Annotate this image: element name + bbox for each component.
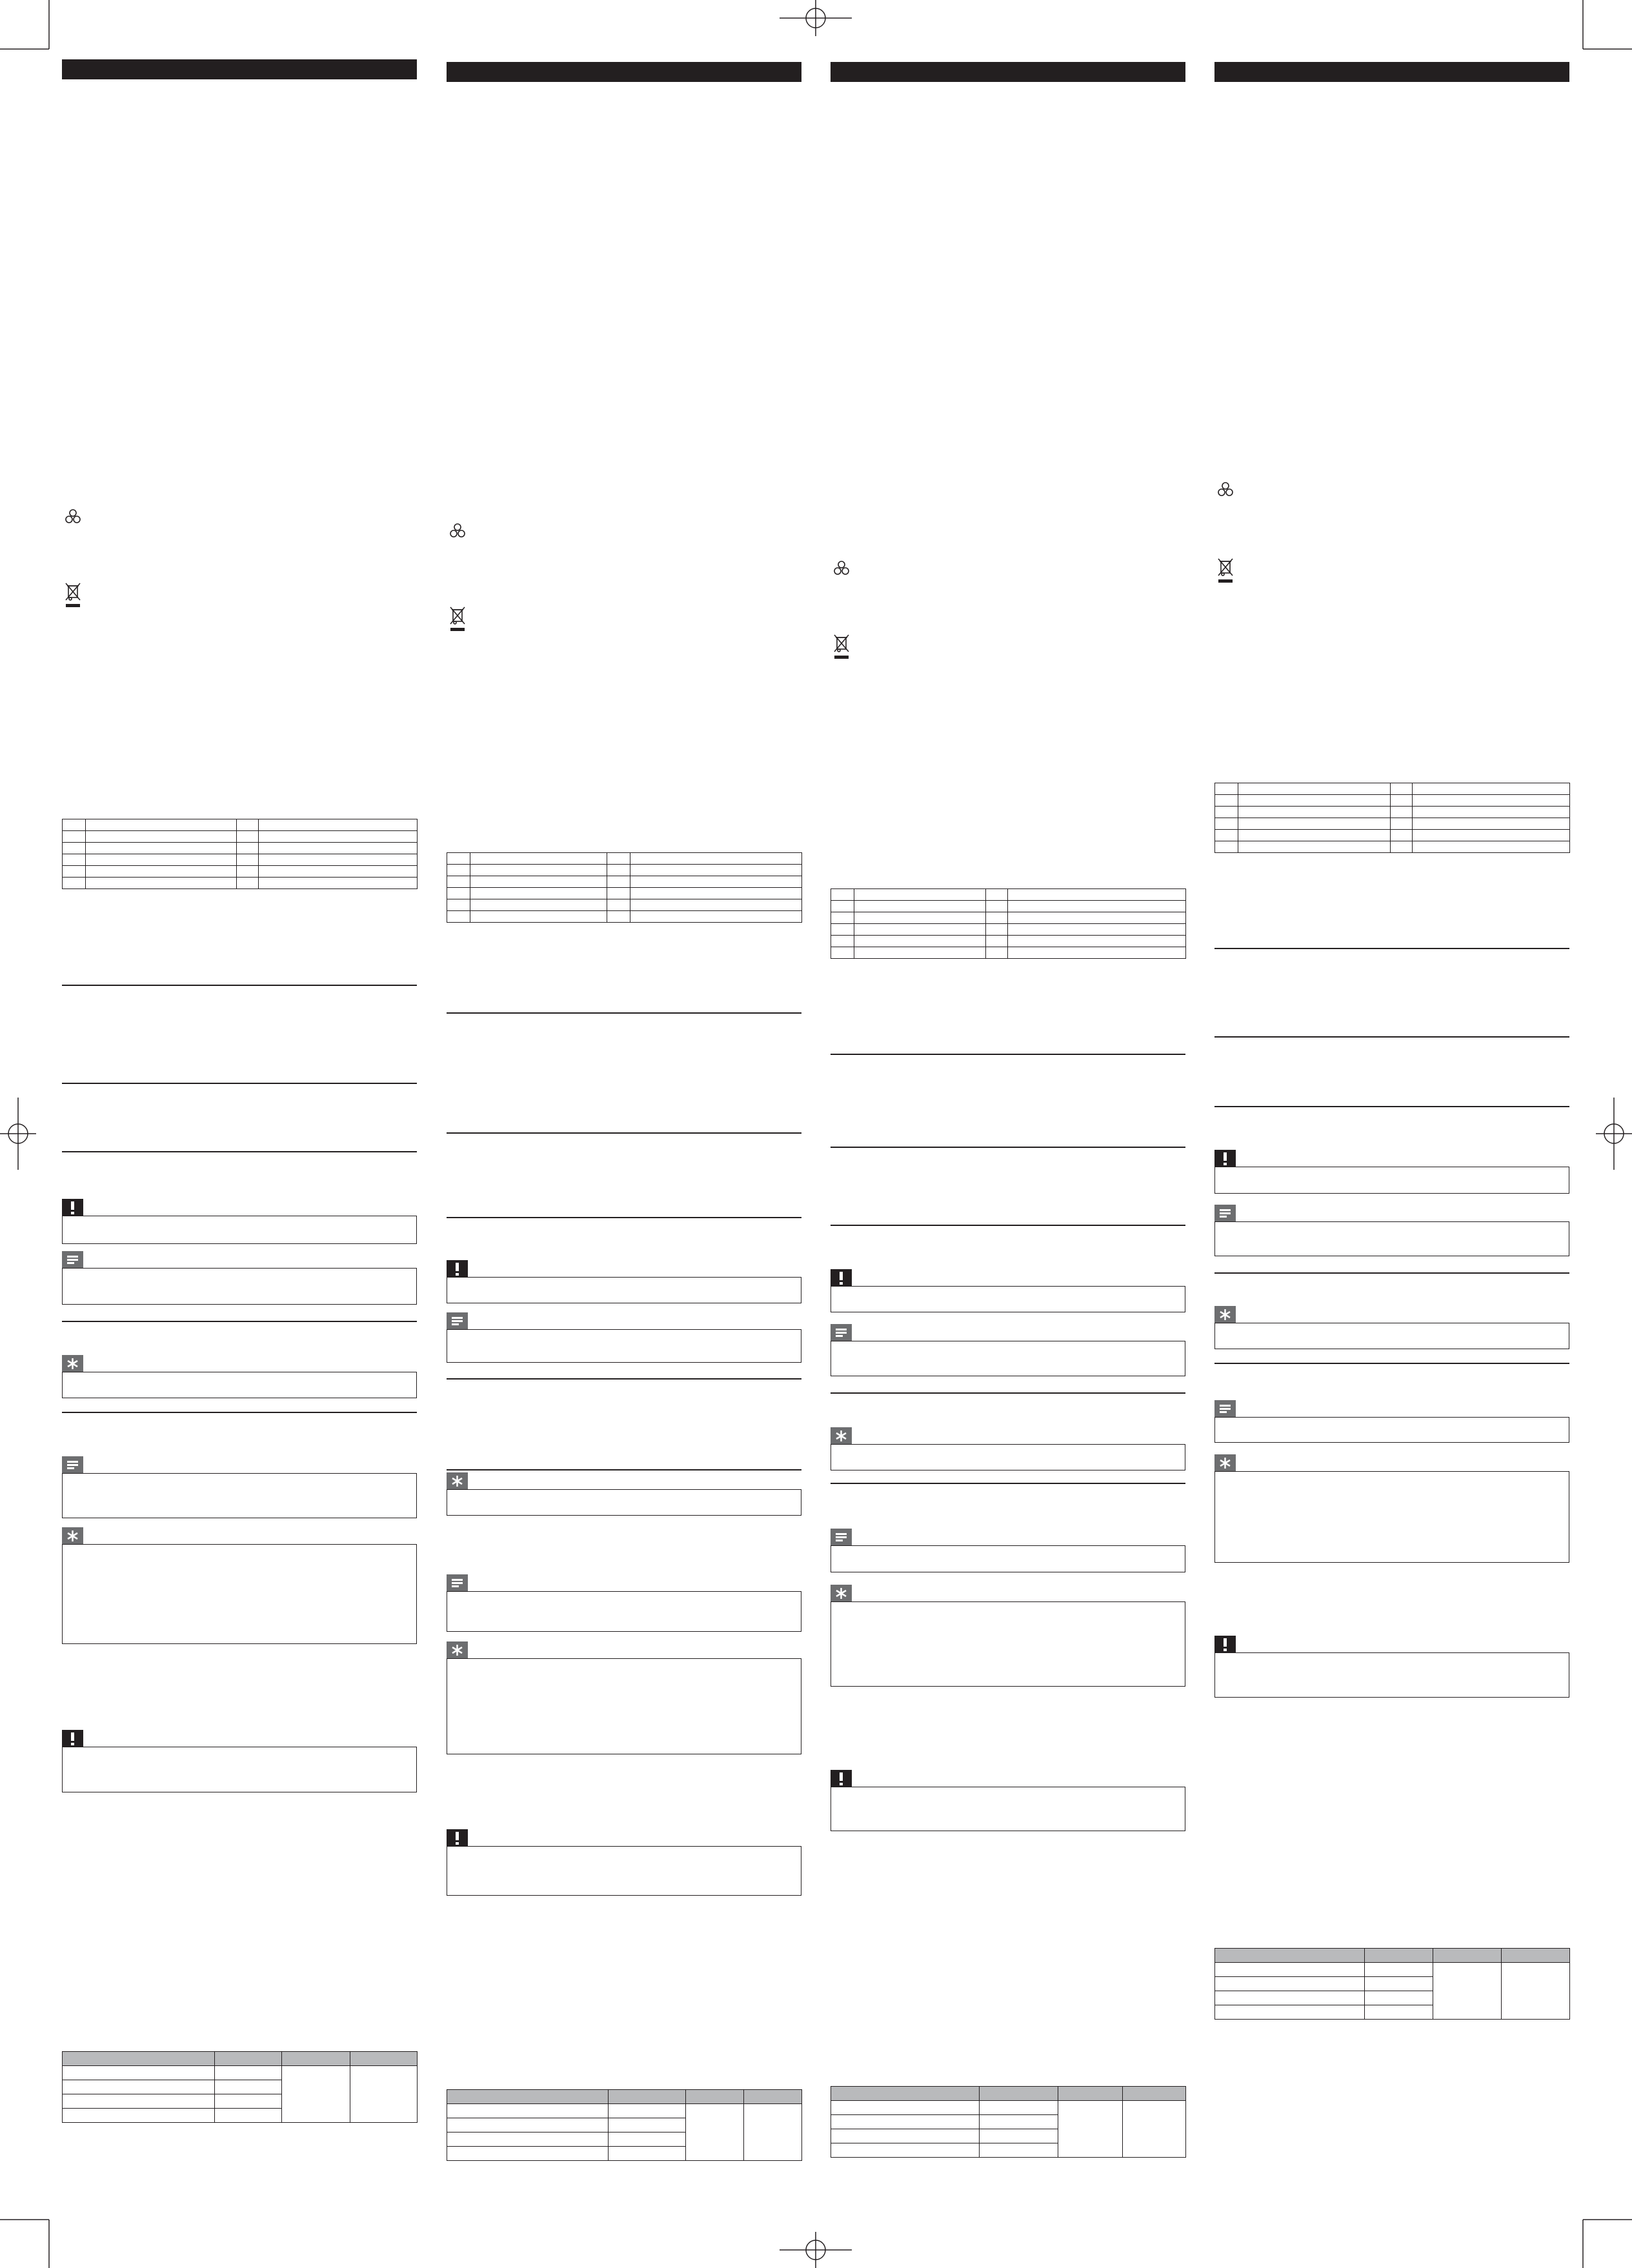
specifications-table: [62, 2051, 418, 2123]
asterisk-icon: [62, 1527, 83, 1545]
asterisk-icon: [831, 1427, 852, 1445]
section-divider: [831, 1054, 1185, 1055]
section-divider: [62, 985, 417, 986]
asterisk-icon: [1214, 1306, 1236, 1323]
registration-mark-bottom: [780, 2232, 852, 2268]
note-lines-icon: [447, 1312, 468, 1330]
asterisk-icon: [447, 1472, 468, 1490]
column-3: [831, 59, 1185, 2189]
tip-badge: [1214, 1454, 1236, 1472]
asterisk-icon: [447, 1641, 468, 1659]
tip-badge: [447, 1641, 468, 1659]
tip-badge: [62, 1355, 83, 1372]
note-badge: [447, 1574, 468, 1592]
recycling-icon: [448, 521, 467, 541]
section-header-bar: [447, 62, 801, 82]
caution-box: [1214, 1167, 1569, 1194]
parts-table: [1214, 783, 1570, 853]
specifications-table: [1214, 1948, 1570, 2020]
tip-box: [62, 1372, 417, 1398]
tip-box: [447, 1489, 801, 1516]
recycling-icon: [63, 507, 83, 527]
caution-box: [447, 1846, 801, 1896]
section-divider: [831, 1392, 1185, 1394]
note-lines-icon: [831, 1324, 852, 1341]
crossed-out-wheelie-bin-icon: [63, 581, 83, 609]
caution-badge: [831, 1770, 852, 1787]
tip-badge: [1214, 1306, 1236, 1323]
tip-box: [1214, 1471, 1569, 1563]
note-box: [831, 1341, 1185, 1376]
section-header-bar: [831, 62, 1185, 82]
note-badge: [1214, 1400, 1236, 1418]
section-divider: [1214, 1106, 1569, 1107]
section-divider: [62, 1321, 417, 1322]
note-badge: [831, 1324, 852, 1341]
crossed-out-wheelie-bin-icon: [832, 632, 851, 661]
section-divider: [62, 1412, 417, 1413]
tip-box: [447, 1658, 801, 1754]
caution-badge: [831, 1269, 852, 1287]
caution-badge: [1214, 1636, 1236, 1653]
note-badge: [831, 1529, 852, 1546]
note-badge: [447, 1312, 468, 1330]
specifications-table: [831, 2086, 1186, 2158]
asterisk-icon: [1214, 1454, 1236, 1472]
parts-table: [831, 888, 1186, 959]
section-divider: [831, 1147, 1185, 1148]
parts-table: [447, 852, 802, 923]
caution-box: [1214, 1652, 1569, 1698]
caution-box: [62, 1747, 417, 1792]
column-4: [1214, 59, 1569, 2189]
note-box: [1214, 1417, 1569, 1443]
caution-badge: [447, 1829, 468, 1847]
tip-badge: [447, 1472, 468, 1490]
caution-badge: [62, 1199, 83, 1216]
section-divider: [831, 1225, 1185, 1226]
note-lines-icon: [447, 1574, 468, 1592]
crossed-out-wheelie-bin-icon: [1216, 556, 1235, 585]
caution-badge: [1214, 1150, 1236, 1167]
caution-badge: [62, 1730, 83, 1747]
note-lines-icon: [831, 1529, 852, 1546]
column-2: [447, 59, 801, 2189]
caution-badge: [447, 1260, 468, 1278]
section-divider: [831, 1483, 1185, 1484]
note-box: [62, 1268, 417, 1305]
recycling-icon: [1216, 480, 1235, 499]
parts-table: [62, 819, 418, 889]
registration-mark-right: [1596, 1098, 1632, 1170]
section-header-bar: [1214, 62, 1569, 82]
section-divider: [447, 1012, 801, 1014]
tip-box: [62, 1544, 417, 1644]
recycling-icon: [832, 559, 851, 578]
note-box: [447, 1591, 801, 1632]
note-box: [447, 1329, 801, 1363]
exclamation-icon: [62, 1199, 83, 1216]
tip-box: [1214, 1323, 1569, 1349]
specifications-table: [447, 2089, 802, 2161]
tip-box: [831, 1444, 1185, 1470]
note-badge: [1214, 1205, 1236, 1222]
tip-badge: [62, 1527, 83, 1545]
caution-box: [447, 1277, 801, 1303]
section-divider: [62, 1083, 417, 1084]
note-lines-icon: [62, 1456, 83, 1474]
note-badge: [62, 1251, 83, 1269]
registration-mark-top: [780, 0, 852, 36]
exclamation-icon: [1214, 1150, 1236, 1167]
section-divider: [1214, 948, 1569, 949]
exclamation-icon: [447, 1829, 468, 1847]
tip-box: [831, 1601, 1185, 1687]
note-box: [831, 1545, 1185, 1572]
note-box: [1214, 1221, 1569, 1256]
section-header-bar: [62, 59, 417, 79]
note-lines-icon: [62, 1251, 83, 1269]
registration-mark-left: [0, 1098, 36, 1170]
column-1: [62, 59, 417, 2189]
note-badge: [62, 1456, 83, 1474]
note-lines-icon: [1214, 1205, 1236, 1222]
exclamation-icon: [447, 1260, 468, 1278]
asterisk-icon: [62, 1355, 83, 1372]
exclamation-icon: [831, 1770, 852, 1787]
asterisk-icon: [831, 1585, 852, 1602]
caution-box: [831, 1286, 1185, 1312]
caution-box: [831, 1787, 1185, 1831]
tip-badge: [831, 1427, 852, 1445]
note-box: [62, 1473, 417, 1518]
section-divider: [62, 1151, 417, 1152]
exclamation-icon: [1214, 1636, 1236, 1653]
section-divider: [1214, 1363, 1569, 1364]
exclamation-icon: [831, 1269, 852, 1287]
section-divider: [447, 1378, 801, 1380]
tip-badge: [831, 1585, 852, 1602]
exclamation-icon: [62, 1730, 83, 1747]
section-divider: [447, 1217, 801, 1218]
section-divider: [447, 1469, 801, 1470]
note-lines-icon: [1214, 1400, 1236, 1418]
crossed-out-wheelie-bin-icon: [448, 605, 467, 633]
section-divider: [1214, 1036, 1569, 1038]
section-divider: [1214, 1272, 1569, 1274]
section-divider: [447, 1132, 801, 1134]
caution-box: [62, 1216, 417, 1244]
